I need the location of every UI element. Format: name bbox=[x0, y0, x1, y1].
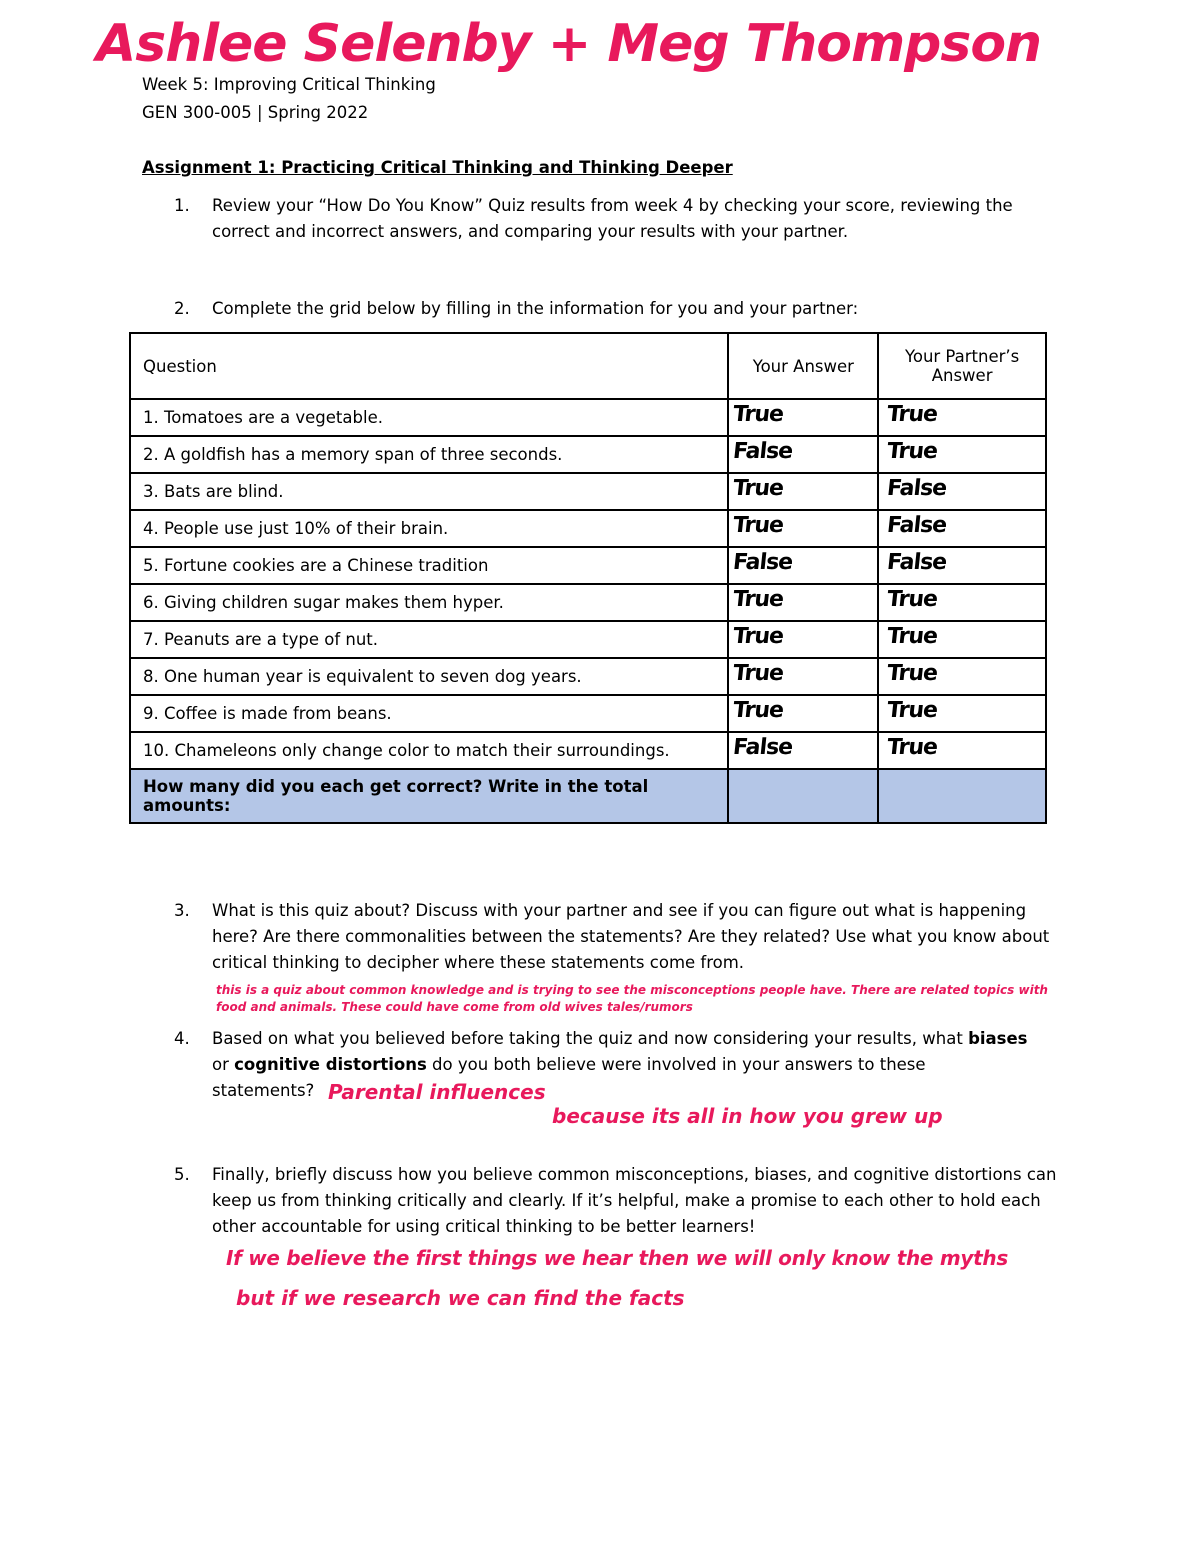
course-heading: GEN 300-005 | Spring 2022 bbox=[142, 103, 369, 122]
assignment-title: Assignment 1: Practicing Critical Thinking and Thinking Deeper bbox=[142, 158, 733, 177]
your-answer-handwriting: False bbox=[732, 735, 794, 760]
your-answer-handwriting: False bbox=[732, 550, 794, 575]
total-partner-cell[interactable] bbox=[878, 769, 1046, 823]
partner-answer-cell[interactable] bbox=[878, 510, 1046, 547]
grid-row bbox=[130, 584, 1046, 621]
partner-answer-cell[interactable] bbox=[878, 621, 1046, 658]
partner-answer-handwriting: True bbox=[885, 402, 939, 427]
item-5-number: 5. bbox=[174, 1165, 190, 1184]
your-answer-cell[interactable] bbox=[728, 658, 878, 695]
item-5-answer-a: If we believe the first things we hear then we will only know the myths bbox=[226, 1246, 1008, 1270]
partner-answer-handwriting: True bbox=[885, 624, 939, 649]
question-cell: 3. Bats are blind. bbox=[130, 473, 728, 510]
item-5-answer-b: but if we research we can find the facts bbox=[236, 1286, 685, 1310]
question-cell: 1. Tomatoes are a vegetable. bbox=[130, 399, 728, 436]
partner-answer-handwriting: True bbox=[885, 587, 939, 612]
your-answer-handwriting: True bbox=[732, 698, 785, 723]
item-4-biases: biases bbox=[968, 1029, 1028, 1048]
question-cell: 9. Coffee is made from beans. bbox=[130, 695, 728, 732]
your-answer-handwriting: True bbox=[732, 476, 785, 501]
handwritten-names: Ashlee Selenby + Meg Thompson bbox=[96, 14, 1042, 74]
grid-row bbox=[130, 732, 1046, 769]
your-answer-cell[interactable] bbox=[728, 510, 878, 547]
grid-body bbox=[130, 399, 1046, 769]
header-question: Question bbox=[130, 333, 728, 399]
item-1-text: Review your “How Do You Know” Quiz results from week 4 by checking your score, reviewing the correct and incorrect answers, and comparing your results with your partner. bbox=[212, 196, 1013, 241]
question-cell: 5. Fortune cookies are a Chinese tradition bbox=[130, 547, 728, 584]
item-4-answer-a: Parental influences bbox=[328, 1080, 546, 1104]
partner-answer-handwriting: True bbox=[885, 661, 939, 686]
your-answer-cell[interactable] bbox=[728, 399, 878, 436]
your-answer-handwriting: False bbox=[732, 439, 794, 464]
grid-row bbox=[130, 621, 1046, 658]
question-cell: 10. Chameleons only change color to match their surroundings. bbox=[130, 732, 728, 769]
item-4-or: or bbox=[212, 1055, 235, 1074]
total-label: How many did you each get correct? Write in the total amounts: bbox=[130, 769, 728, 823]
item-3-handwritten-answer: this is a quiz about common knowledge and is trying to see the misconceptions people have. There are related topics with food and animals. These could have come from old wives tales/rumors bbox=[216, 983, 1048, 1014]
grid-row bbox=[130, 510, 1046, 547]
your-answer-handwriting: True bbox=[732, 624, 785, 649]
question-cell: 6. Giving children sugar makes them hyper. bbox=[130, 584, 728, 621]
grid-row bbox=[130, 399, 1046, 436]
item-4-text-b: do you both believe were involved in your answers to these statements? bbox=[212, 1055, 926, 1100]
your-answer-handwriting: True bbox=[732, 661, 785, 686]
item-3-text: What is this quiz about? Discuss with your partner and see if you can figure out what is happening here? Are there commonalities between the statements? Are they related? Use what you know about critical thinking to decipher where these statements come from. bbox=[212, 901, 1050, 972]
your-answer-cell[interactable] bbox=[728, 695, 878, 732]
your-answer-cell[interactable] bbox=[728, 621, 878, 658]
item-3-number: 3. bbox=[174, 901, 190, 920]
partner-answer-cell[interactable] bbox=[878, 695, 1046, 732]
answer-grid bbox=[129, 332, 1047, 824]
question-cell: 4. People use just 10% of their brain. bbox=[130, 510, 728, 547]
partner-answer-cell[interactable] bbox=[878, 547, 1046, 584]
header-your-answer: Your Answer bbox=[728, 333, 878, 399]
item-4-number: 4. bbox=[174, 1029, 190, 1048]
your-answer-handwriting: True bbox=[732, 513, 785, 538]
partner-answer-cell[interactable] bbox=[878, 399, 1046, 436]
header-partner-answer: Your Partner’s Answer bbox=[878, 333, 1046, 399]
partner-answer-cell[interactable] bbox=[878, 584, 1046, 621]
grid-row bbox=[130, 658, 1046, 695]
partner-answer-cell[interactable] bbox=[878, 436, 1046, 473]
question-cell: 7. Peanuts are a type of nut. bbox=[130, 621, 728, 658]
your-answer-handwriting: True bbox=[732, 402, 785, 427]
your-answer-handwriting: True bbox=[732, 587, 785, 612]
your-answer-cell[interactable] bbox=[728, 547, 878, 584]
item-2-text: Complete the grid below by filling in the information for you and your partner: bbox=[212, 299, 859, 318]
partner-answer-cell[interactable] bbox=[878, 473, 1046, 510]
item-4-distortions: cognitive distortions bbox=[234, 1055, 427, 1074]
your-answer-cell[interactable] bbox=[728, 584, 878, 621]
item-2-number: 2. bbox=[174, 299, 190, 318]
item-4-text-a: Based on what you believed before taking the quiz and now considering your results, what bbox=[212, 1029, 963, 1048]
grid-row bbox=[130, 695, 1046, 732]
total-you-cell[interactable] bbox=[728, 769, 878, 823]
grid-row bbox=[130, 473, 1046, 510]
question-cell: 2. A goldfish has a memory span of three seconds. bbox=[130, 436, 728, 473]
total-row bbox=[130, 769, 1046, 823]
partner-answer-handwriting: False bbox=[885, 513, 948, 538]
your-answer-cell[interactable] bbox=[728, 473, 878, 510]
week-heading: Week 5: Improving Critical Thinking bbox=[142, 75, 436, 94]
item-5-text: Finally, briefly discuss how you believe common misconceptions, biases, and cognitive distortions can keep us from thinking critically and clearly. If it’s helpful, make a promise to each other to hold each other accountable for using critical thinking to be better learners! bbox=[212, 1165, 1057, 1236]
grid-row bbox=[130, 547, 1046, 584]
your-answer-cell[interactable] bbox=[728, 436, 878, 473]
partner-answer-handwriting: True bbox=[885, 698, 939, 723]
grid-row bbox=[130, 436, 1046, 473]
grid-header-row bbox=[130, 333, 1046, 399]
partner-answer-handwriting: True bbox=[885, 735, 939, 760]
item-4-answer-b: because its all in how you grew up bbox=[552, 1104, 943, 1128]
item-1-number: 1. bbox=[174, 196, 190, 215]
partner-answer-handwriting: True bbox=[885, 439, 939, 464]
partner-answer-handwriting: False bbox=[885, 476, 948, 501]
partner-answer-cell[interactable] bbox=[878, 658, 1046, 695]
partner-answer-cell[interactable] bbox=[878, 732, 1046, 769]
partner-answer-handwriting: False bbox=[885, 550, 948, 575]
your-answer-cell[interactable] bbox=[728, 732, 878, 769]
question-cell: 8. One human year is equivalent to seven dog years. bbox=[130, 658, 728, 695]
